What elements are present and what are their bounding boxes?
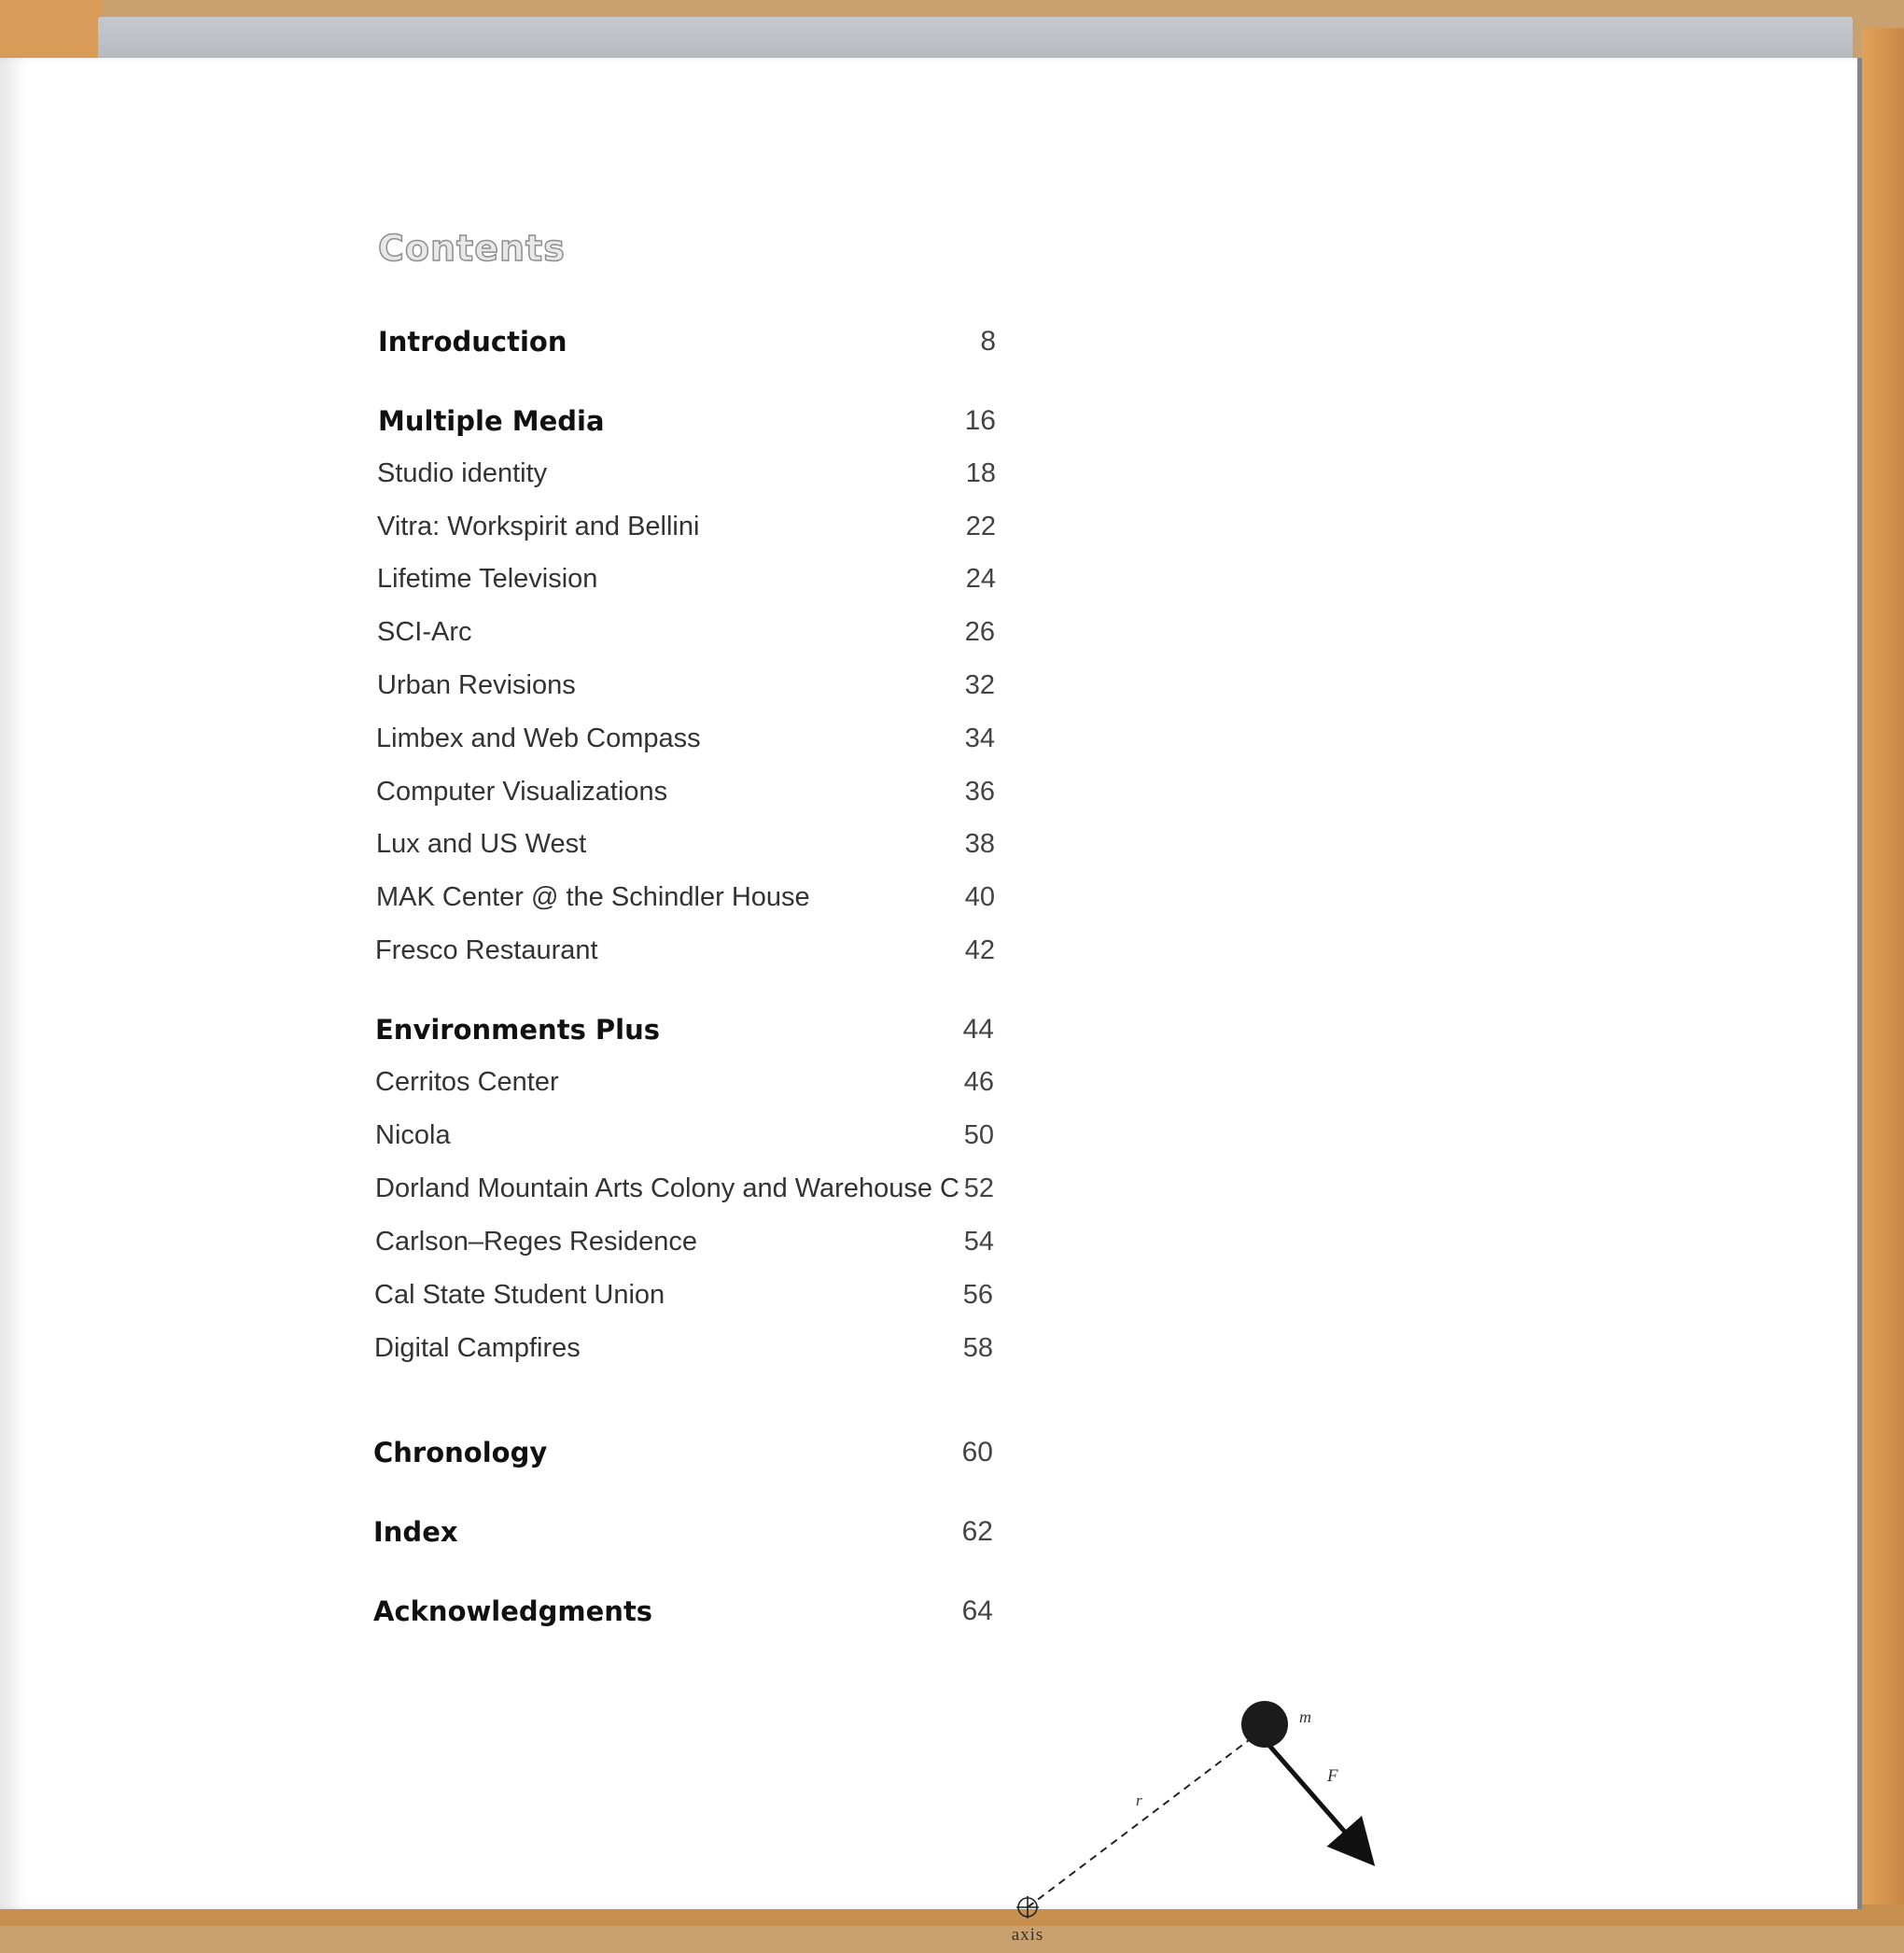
toc-entry-label: Lifetime Television [377,564,598,594]
page-title: Contents [378,228,566,269]
toc-entry-label: Cal State Student Union [374,1280,665,1310]
toc-entry-label: MAK Center @ the Schindler House [376,882,810,912]
toc-entry-label: Fresco Restaurant [375,935,598,965]
toc-entry-label: Urban Revisions [377,670,576,700]
toc-entry-page: 32 [964,670,995,700]
book-board-top [98,17,1853,63]
toc-entry-label: Nicola [375,1120,451,1150]
toc-entry-label: Computer Visualizations [376,777,668,807]
radius-label: r [1136,1791,1142,1809]
force-label: F [1327,1766,1338,1786]
toc-entry-8[interactable] [376,777,995,822]
toc-entry-page: 22 [965,512,996,541]
toc-entry-page: 46 [963,1067,994,1097]
toc-entry-3[interactable] [377,512,996,556]
toc-entry-label: Dorland Mountain Arts Colony and Warehouse C [375,1173,959,1203]
toc-entry-15[interactable] [375,1173,994,1218]
toc-entry-label: Cerritos Center [375,1067,559,1097]
toc-entry-page: 60 [961,1437,993,1468]
toc-entry-label: Multiple Media [378,405,605,437]
torque-diagram [989,1682,1400,1953]
toc-entry-page: 52 [963,1173,994,1203]
toc-entry-label: Studio identity [377,458,548,488]
toc-entry-17[interactable] [374,1280,993,1325]
toc-entry-7[interactable] [376,724,995,768]
toc-entry-11[interactable] [375,935,995,980]
toc-entry-12[interactable] [375,1014,994,1059]
toc-entry-page: 34 [964,724,995,753]
toc-entry-13[interactable] [375,1067,994,1112]
toc-entry-label: Environments Plus [375,1014,661,1046]
toc-entry-page: 44 [962,1014,994,1045]
toc-entry-19[interactable] [373,1437,993,1482]
toc-entry-label: Lux and US West [376,829,587,859]
toc-entry-9[interactable] [376,829,995,874]
toc-entry-2[interactable] [377,458,996,503]
toc-entry-label: Limbex and Web Compass [376,724,701,753]
toc-entry-0[interactable] [378,326,996,371]
toc-entry-label: Acknowledgments [373,1595,653,1627]
book-cover-corner [0,0,103,65]
toc-entry-page: 18 [965,458,996,488]
toc-entry-label: Carlson–Reges Residence [375,1227,697,1257]
toc-entry-5[interactable] [377,617,995,662]
toc-entry-16[interactable] [375,1227,994,1272]
book-cover-edge [1862,28,1904,1926]
table-of-contents [0,58,1120,1738]
page-edge-shadow [1857,58,1862,1909]
toc-entry-page: 16 [964,405,996,436]
toc-entry-label: SCI-Arc [377,617,472,647]
toc-entry-page: 40 [964,882,995,912]
toc-entry-page: 50 [963,1120,994,1150]
toc-entry-page: 24 [965,564,996,594]
book-page [0,58,1862,1945]
toc-entry-6[interactable] [377,670,995,715]
toc-entry-20[interactable] [373,1516,993,1561]
toc-entry-page: 8 [980,326,996,357]
toc-entry-page: 56 [962,1280,993,1310]
toc-entry-page: 38 [964,829,995,859]
toc-entry-18[interactable] [374,1333,993,1378]
force-arrow [1265,1740,1363,1852]
mass-label: m [1299,1707,1311,1726]
toc-entry-label: Index [373,1516,458,1548]
toc-entry-1[interactable] [378,405,996,450]
toc-entry-page: 42 [964,935,995,965]
toc-entry-page: 58 [962,1333,993,1363]
toc-entry-label: Introduction [378,326,567,358]
axis-symbol-icon [1016,1896,1039,1918]
toc-entry-page: 64 [961,1595,993,1626]
toc-entry-label: Digital Campfires [374,1333,581,1363]
toc-entry-label: Vitra: Workspirit and Bellini [377,512,700,541]
toc-entry-page: 26 [964,617,995,647]
axis-label: axis [1011,1925,1044,1945]
toc-entry-21[interactable] [373,1595,993,1640]
toc-entry-page: 62 [961,1516,993,1547]
toc-entry-page: 54 [963,1227,994,1257]
toc-entry-label: Chronology [373,1437,548,1468]
mass-ball [1241,1701,1288,1748]
toc-entry-10[interactable] [376,882,995,927]
radius-line [1028,1740,1249,1907]
toc-entry-4[interactable] [377,564,996,609]
toc-entry-page: 36 [964,777,995,807]
toc-entry-14[interactable] [375,1120,994,1165]
